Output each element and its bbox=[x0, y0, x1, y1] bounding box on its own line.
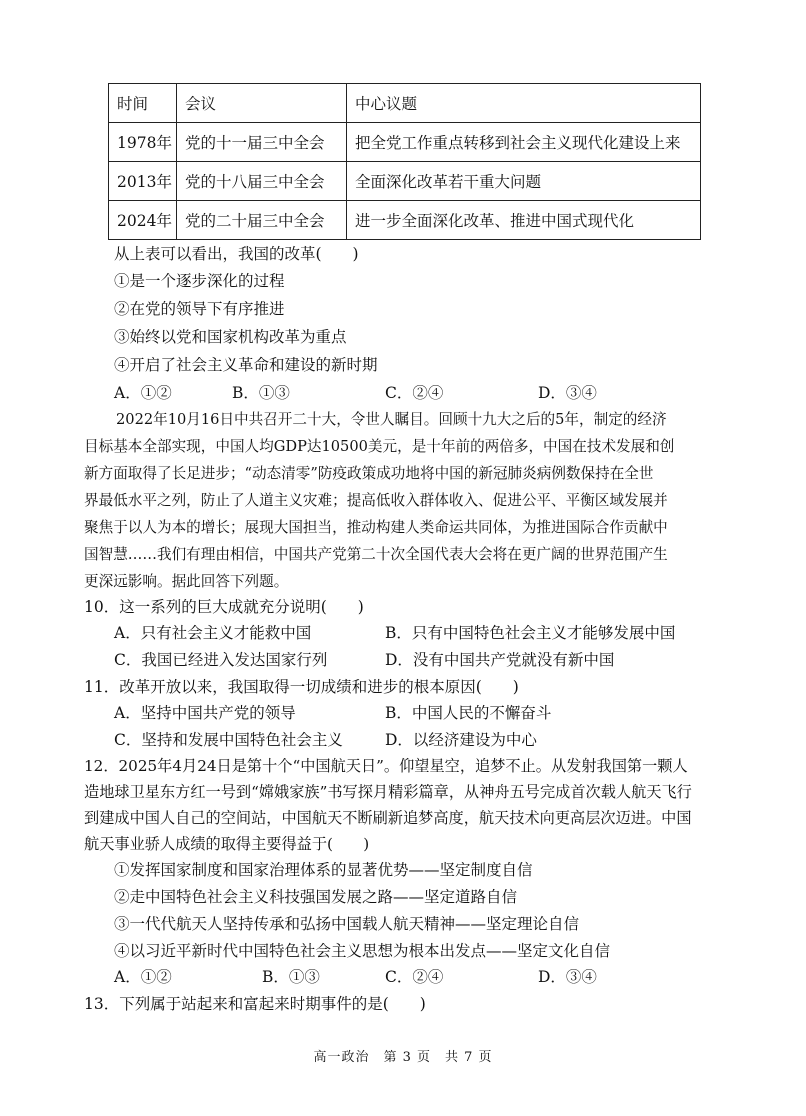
q11-option-d[interactable]: D．以经济建设为中心 bbox=[385, 731, 537, 749]
table-header-cell: 中心议题 bbox=[347, 84, 701, 123]
q9-item: ①是一个逐步深化的过程 bbox=[114, 272, 285, 290]
q11-option-b[interactable]: B．中国人民的不懈奋斗 bbox=[385, 704, 552, 722]
q11-stem: 11．改革开放以来，我国取得一切成绩和进步的根本原因( ) bbox=[84, 678, 519, 696]
q12-option-c[interactable]: C．②④ bbox=[385, 968, 444, 986]
passage-line: 国智慧……我们有理由相信，中国共产党第二十次全国代表大会将在更广阔的世界范围产生 bbox=[84, 546, 668, 563]
reform-meetings-table bbox=[108, 83, 701, 240]
q10-option-a[interactable]: A．只有社会主义才能救中国 bbox=[114, 624, 312, 642]
table-row bbox=[109, 123, 701, 162]
table-header-cell: 会议 bbox=[177, 84, 347, 123]
q12-item: ③一代代航天人坚持传承和弘扬中国载人航天精神——坚定理论自信 bbox=[114, 915, 580, 933]
table-row bbox=[109, 162, 701, 201]
passage-line: 聚焦于以人为本的增长；展现大国担当，推动构建人类命运共同体，为推进国际合作贡献中 bbox=[84, 519, 668, 536]
table-header-row bbox=[109, 84, 701, 123]
passage-line: 更深远影响。据此回答下列题。 bbox=[84, 573, 289, 590]
table-cell: 把全党工作重点转移到社会主义现代化建设上来 bbox=[347, 123, 701, 162]
q12-stem-line: 航天事业骄人成绩的取得主要得益于( ) bbox=[84, 835, 370, 853]
passage-line: 2022年10月16日中共召开二十大，令世人瞩目。回顾十九大之后的5年，制定的经济 bbox=[116, 411, 667, 428]
q9-option-c[interactable]: C．②④ bbox=[385, 384, 444, 402]
page-footer: 高一政治 第 3 页 共 7 页 bbox=[313, 1050, 493, 1065]
table-header-cell: 时间 bbox=[109, 84, 177, 123]
q13-stem: 13．下列属于站起来和富起来时期事件的是( ) bbox=[84, 995, 426, 1013]
table-cell: 党的十八届三中全会 bbox=[177, 162, 347, 201]
q9-item: ④开启了社会主义革命和建设的新时期 bbox=[114, 356, 378, 374]
q9-option-a[interactable]: A．①② bbox=[114, 384, 172, 402]
table-cell: 2013年 bbox=[109, 162, 177, 201]
q12-item: ②走中国特色社会主义科技强国发展之路——坚定道路自信 bbox=[114, 888, 518, 906]
table-cell: 2024年 bbox=[109, 201, 177, 240]
q12-option-d[interactable]: D．③④ bbox=[538, 968, 597, 986]
q12-item: ④以习近平新时代中国特色社会主义思想为根本出发点——坚定文化自信 bbox=[114, 942, 611, 960]
q10-option-c[interactable]: C．我国已经进入发达国家行列 bbox=[114, 651, 328, 669]
q12-option-b[interactable]: B．①③ bbox=[262, 968, 320, 986]
passage-line: 目标基本全部实现，中国人均GDP达10500美元，是十年前的两倍多，中国在技术发展和创 bbox=[84, 438, 675, 455]
q10-option-b[interactable]: B．只有中国特色社会主义才能够发展中国 bbox=[385, 624, 676, 642]
table-cell: 党的十一届三中全会 bbox=[177, 123, 347, 162]
q12-stem-line: 造地球卫星东方红一号到“嫦娥家族”书写探月精彩篇章，从神舟五号完成首次载人航天飞行 bbox=[84, 783, 692, 801]
q9-option-b[interactable]: B．①③ bbox=[232, 384, 290, 402]
q12-option-a[interactable]: A．①② bbox=[114, 968, 172, 986]
table-row bbox=[109, 201, 701, 240]
q11-option-c[interactable]: C．坚持和发展中国特色社会主义 bbox=[114, 731, 343, 749]
table-cell: 1978年 bbox=[109, 123, 177, 162]
q12-stem-line: 到建成中国人自己的空间站，中国航天不断刷新追梦高度，航天技术向更高层次迈进。中国 bbox=[84, 809, 692, 827]
q11-option-a[interactable]: A．坚持中国共产党的领导 bbox=[114, 704, 296, 722]
q9-item: ②在党的领导下有序推进 bbox=[114, 300, 285, 318]
table-cell: 进一步全面深化改革、推进中国式现代化 bbox=[347, 201, 701, 240]
table-cell: 党的二十届三中全会 bbox=[177, 201, 347, 240]
table-cell: 全面深化改革若干重大问题 bbox=[347, 162, 701, 201]
q9-stem: 从上表可以看出，我国的改革( ) bbox=[114, 245, 359, 263]
q10-option-d[interactable]: D．没有中国共产党就没有新中国 bbox=[385, 651, 615, 669]
passage-line: 界最低水平之列，防止了人道主义灾难；提高低收入群体收入、促进公平、平衡区域发展并 bbox=[84, 492, 668, 509]
passage-line: 新方面取得了长足进步；“动态清零”防疫政策成功地将中国的新冠肺炎病例数保持在全世 bbox=[84, 465, 654, 482]
q9-item: ③始终以党和国家机构改革为重点 bbox=[114, 328, 347, 346]
q12-item: ①发挥国家制度和国家治理体系的显著优势——坚定制度自信 bbox=[114, 861, 533, 879]
q9-option-d[interactable]: D．③④ bbox=[538, 384, 597, 402]
q10-stem: 10．这一系列的巨大成就充分说明( ) bbox=[84, 598, 364, 616]
q12-stem-line: 12．2025年4月24日是第十个“中国航天日”。仰望星空，追梦不止。从发射我国第一颗人 bbox=[84, 757, 688, 775]
